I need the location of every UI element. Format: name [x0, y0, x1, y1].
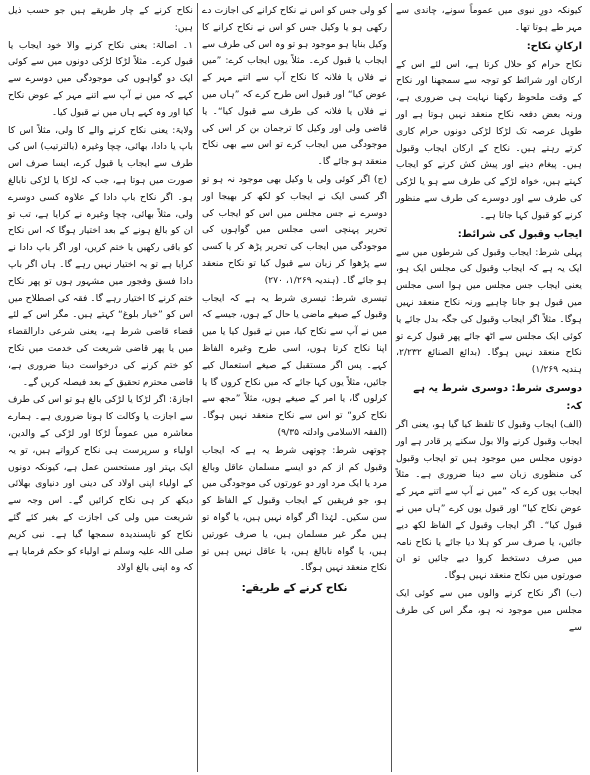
paragraph: ولایۃ: یعنی نکاح کرنے والے کا ولی، مثلاً اس کا باپ یا دادا، بھائی، چچا وغیرہ (بالترتیب) اس کی طرف سے ایجاب یا قبول کرے، ایسا صرف اس صورت میں ہوتا ہے، جب کہ لڑکا یا لڑکی نابالغ ہو۔ اگر نکاح باپ دادا کے علاوہ کسی دوسرے ولی، مثلاً بھائی، چچا وغیرہ نے کرایا ہے، تب تو ان کو بالغ ہونے کے بعد اختیار ہوگا کہ اس نکاح کو باقی رکھیں یا ختم کریں، اور اگر باپ دادا نے کرایا ہے تو یہ اختیار نہیں رہے گا۔ ہاں اگر باپ دادا فسق وفجور میں مشہور ہوں تو پھر نکاح ختم کرنے کا اختیار رہے گا۔ فقہ کی اصطلاح میں اس کو ”خیار بلوغ“ کہتے ہیں۔ مگر اس کے لئے قضاء قاضی شرط ہے، یعنی شرعی دارالقضاء میں یا پھر قاضی شریعت کی خدمت میں نکاح کو ختم کرنے کی درخواست دینا ضروری ہے، قاضی محترم تحقیق کے بعد فیصلہ کریں گے۔: [8, 124, 193, 388]
paragraph: تیسری شرط: تیسری شرط یہ ہے کہ ایجاب وقبول کے صیغے ماضی یا حال کے ہوں، جیسے کہ میں نے آپ سے نکاح کیا، میں نے قبول کیا یا میں اپنا نکاح کرتا ہوں، اسی طرح وغیرہ الفاظ کہے۔ پس اگر مستقبل کے صیغے استعمال کیے جائیں، مثلاً یوں کہا جائے کہ میں نکاح کروں گا یا کرلوں گا، یا امر کے صیغے ہوں، مثلاً ”مجھ سے نکاح کرو“ تو اس سے نکاح منعقد نہیں ہوگا۔ (الفقہ الاسلامی وادلتہ ۹/۳۵): [202, 292, 387, 438]
paragraph: کو ولی جس کو اس نے نکاح کرانے کی اجازت دے رکھی ہو یا وکیل جس کو اس نے نکاح کرانے کا وکیل بنایا ہو موجود ہو تو وہ اس کی طرف سے ایجاب یا قبول کرے۔ مثلاً یوں ایجاب کرے: ”میں نے فلاں یا فلانہ کا نکاح آپ سے اتنے مہر کے عوض کیا“ اور قبول اس طرح کرے کہ ”ہاں میں نے فلاں یا فلانہ کی طرف سے قبول کیا“۔ یا قاضی ولی اور وکیل کا ترجمان بن کر اس کی موجودگی میں ایجاب کرے تو اس سے بھی نکاح منعقد ہو جائے گا۔: [202, 5, 387, 168]
paragraph: پہلی شرط: ایجاب وقبول کی شرطوں میں سے ایک یہ ہے کہ ایجاب وقبول کی مجلس ایک ہو، یعنی ایجاب جس مجلس میں ہوا اسی مجلس میں قبول ہو جانا چاہیے ورنہ نکاح منعقد نہیں ہوگا۔ مثلاً اگر ایجاب وقبول کی جگہ بدل جائے یا کوئی ایک مجلس سے اٹھ جائے پھر قبول کرے تو نکاح منعقد نہیں ہوگا۔ (بدائع الصنائع ۲/۲۳۲، ہندیہ ۱/۲۶۹): [396, 246, 582, 376]
paragraph: کیونکہ دورِ نبوی میں عموماً سونے، چاندی سے مہر طے ہوتا تھا۔: [396, 5, 582, 33]
paragraph: (الف) ایجاب وقبول کا تلفظ کیا گیا ہو، یعنی اگر ایجاب وقبول کرنے والا بول سکنے پر قادر ہے اور دونوں مجلس میں موجود ہیں تو ایجاب وقبول کی منظوری زبان سے دینا ضروری ہے۔ مثلاً ایجاب یوں کرے کہ ”میں نے آپ سے اتنے مہر کے عوض نکاح کیا“ اور قبول یوں کرے ”ہاں میں نے قبول کیا“۔ اگر ایجاب وقبول کے الفاظ لکھ دیے جائیں، یا صرف سر کو ہلا دیا جائے یا نکاح نامہ میں صرف دستخط کروا دیے جائیں تو ان صورتوں میں نکاح منعقد نہیں ہوگا۔: [396, 418, 582, 582]
section-heading: ارکانِ نکاح:: [526, 40, 582, 52]
paragraph: نکاح حرام کو حلال کرتا ہے، اس لئے اس کے ارکان اور شرائط کو توجہ سے سمجھنا اور نکاح کے وقت ملحوظ رکھنا نہایت ہی ضروری ہے، ورنہ بعض دفعہ نکاح منعقد نہیں ہوتا ہے اور طویل عرصہ تک لڑکا لڑکی دونوں حرام کاری کرتے رہتے ہیں۔ نکاح کے ارکان ایجاب وقبول ہیں۔ پیغام دینے اور پیش کش کرنے کو ایجاب کہتے ہیں، خواہ لڑکے کی طرف سے ہو یا لڑکی کی طرف سے اور دوسرے کی طرف سے منظور کرنے کو قبول کہا جاتا ہے۔: [396, 58, 582, 221]
column-left: [4, 3, 198, 772]
paragraph: اجازۃ: اگر لڑکا یا لڑکی بالغ ہو تو اس کی طرف سے اجازت یا وکالت کا ہونا ضروری ہے۔ ہمارے معاشرہ میں عموماً لڑکا اور لڑکی کے والدین، اولیاء و سرپرست ہی نکاح کرواتے ہیں، تو یہ ایک بہتر اور مستحسن عمل ہے، کیونکہ دونوں کے اولیاء اپنی اولاد کی دینی اور دنیاوی بھلائی دیکھ کر ہی نکاح کرائیں گے۔ اس وجہ سے شریعت میں ولی کی اجازت کے بغیر کئے گئے نکاح کو ناپسندیدہ سمجھا گیا ہے۔ نبی کریم صلی اللہ علیہ وسلم نے اولیاء کو حکم فرمایا ہے کہ وہ اپنی بالغ اولاد: [8, 394, 193, 574]
section-heading-bottom: نکاح کرنے کے طریقے:: [241, 582, 348, 595]
paragraph: (ج) اگر کوئی ولی یا وکیل بھی موجود نہ ہو تو اگر کسی ایک نے ایجاب کو لکھ کر بھیجا اور دوسرے نے جس مجلس میں اس کو ایجاب کی تحریر پہنچی اسی مجلس میں گواہوں کی موجودگی میں ایجاب کی تحریر پڑھ کر یا کسی سے پڑھوا کر زبان سے قبول کیا تو نکاح منعقد ہو جائے گا۔ (ہندیہ ۱/۲۶۹، ۲۷۰): [202, 173, 387, 286]
paragraph: (ب) اگر نکاح کرنے والوں میں سے کوئی ایک مجلس میں موجود نہ ہو، مگر اس کی طرف سے: [396, 587, 582, 633]
paragraph: چوتھی شرط: چوتھی شرط یہ ہے کہ ایجاب وقبول کم از کم دو ایسے مسلمان عاقل وبالغ مرد یا ایک مرد اور دو عورتوں کی موجودگی میں ہو، جو فریقین کے ایجاب وقبول کے الفاظ کو سن سکیں۔ لہٰذا اگر گواہ نہیں ہیں، یا گواہ تو ہیں مگر غیر مسلمان ہیں، یا صرف عورتیں ہیں، یا گواہ نابالغ ہیں، یا عاقل نہیں ہیں تو نکاح منعقد نہیں ہوگا۔: [202, 444, 387, 574]
column-middle: [198, 3, 392, 772]
section-heading: دوسری شرط: دوسری شرط یہ ہے کہ:: [413, 382, 582, 412]
section-heading: ایجاب وقبول کی شرائط:: [457, 228, 582, 240]
paragraph: نکاح کرنے کے چار طریقے ہیں جو حسب ذیل ہیں:: [8, 5, 193, 33]
paragraph: ۱۔ اصالۃ: یعنی نکاح کرنے والا خود ایجاب یا قبول کرے۔ مثلاً لڑکا لڑکی دونوں میں سے کوئی ایک دو گواہوں کی موجودگی میں دوسرے سے کہے کہ میں نے آپ سے اتنے مہر کے عوض نکاح کیا اور وہ کہے ہاں میں نے قبول کیا۔: [8, 39, 193, 118]
column-right: [392, 3, 586, 772]
